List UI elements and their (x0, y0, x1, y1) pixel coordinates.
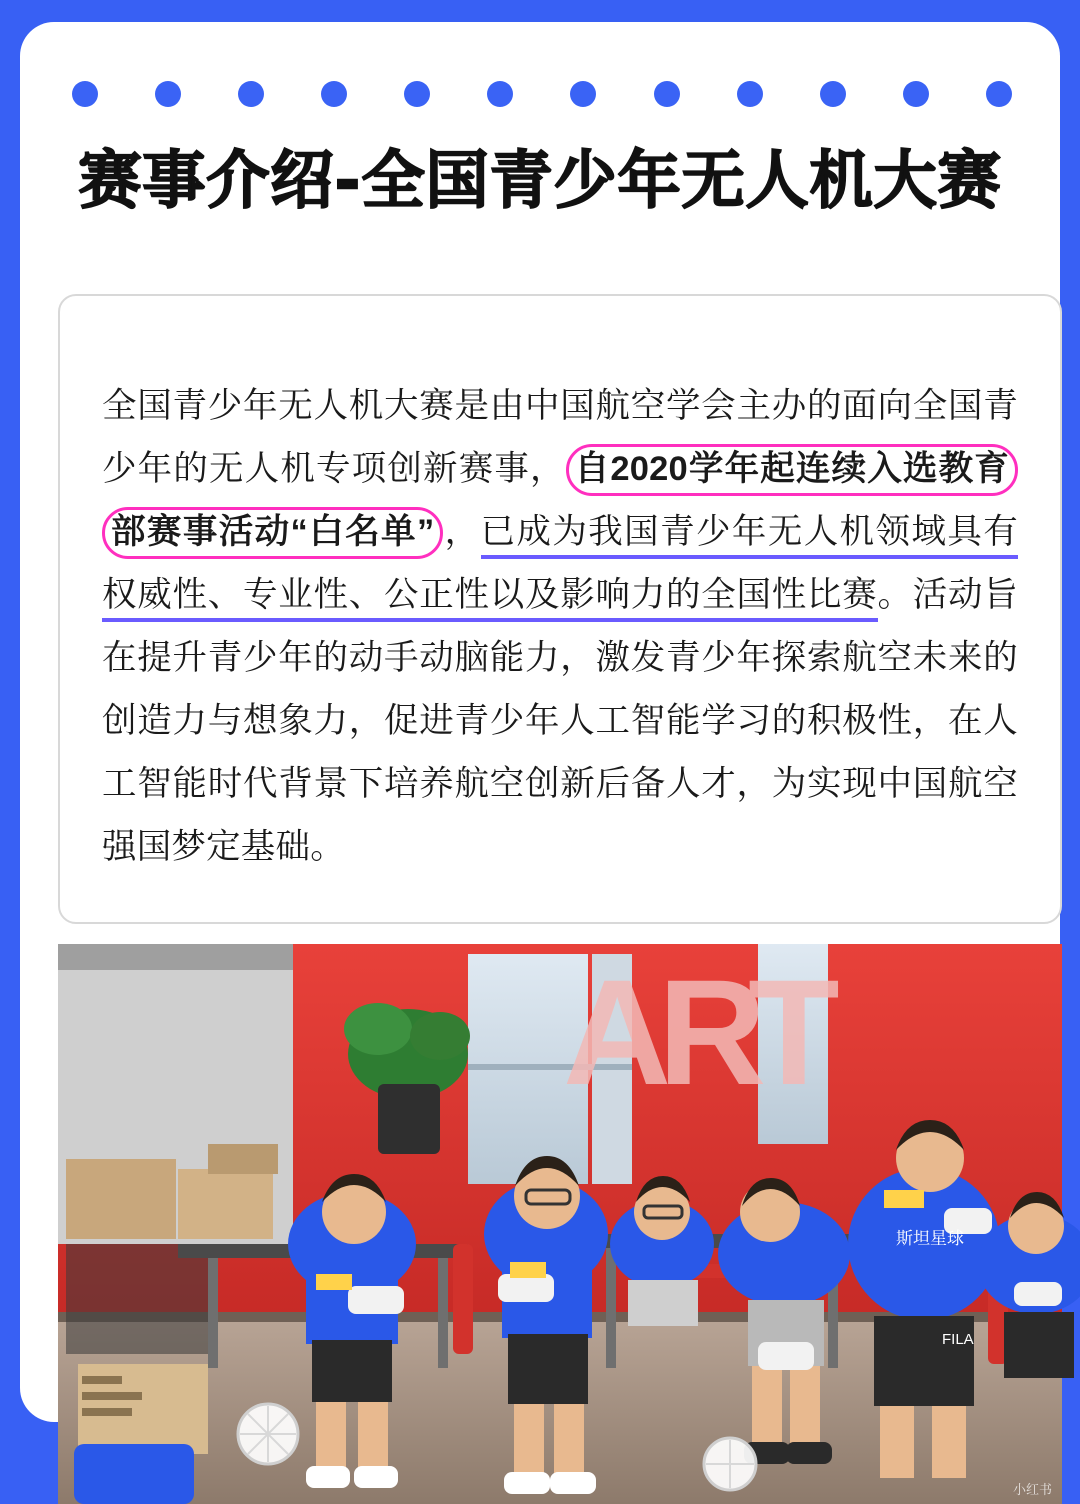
decorative-dot (72, 81, 98, 107)
decorative-dot (737, 81, 763, 107)
page-title-text: 赛事介绍-全国青少年无人机大赛 (78, 144, 1002, 217)
svg-text:FILA: FILA (942, 1331, 974, 1348)
decorative-dot (155, 81, 181, 107)
decorative-dot (487, 81, 513, 107)
text-segment-circled: 自2020学年起连续入选教育部赛事活动“白名单” (102, 444, 1018, 559)
watermark-label: 小红书 (1012, 1482, 1052, 1497)
description-box (58, 294, 1062, 924)
decorative-dot (903, 81, 929, 107)
description-paragraph (102, 375, 1018, 879)
event-photo (58, 944, 1062, 1504)
decorative-dot-row (72, 70, 1012, 118)
text-segment-underlined: 已成为我国青少年无人机领域具有权威性、专业性、公正性以及影响力的全国性比赛 (102, 513, 1018, 622)
decorative-dot (238, 81, 264, 107)
page-title (60, 142, 1020, 221)
decorative-dot (404, 81, 430, 107)
svg-text:R: R (658, 948, 767, 1116)
svg-text:T: T (748, 948, 840, 1116)
decorative-dot (986, 81, 1012, 107)
svg-text:斯坦星球: 斯坦星球 (896, 1229, 964, 1248)
decorative-dot (570, 81, 596, 107)
decorative-dot (820, 81, 846, 107)
content-card (20, 22, 1060, 1497)
text-segment-comma: ， (443, 512, 481, 551)
decorative-dot (654, 81, 680, 107)
decorative-dot (321, 81, 347, 107)
svg-text:A: A (563, 948, 672, 1116)
text-segment-plain-tail: 。活动旨在提升青少年的动手动脑能力，激发青少年探索航空未来的创造力与想象力，促进青少年人工智能学习的积极性，在人工智能时代背景下培养航空创新后备人才，为实现中国航空强国梦定基础。 (102, 575, 1018, 866)
text-segment-plain: 全国青少年无人机大赛是由中国航空学会主办的面向全国青少年的无人机专项创新赛事， (102, 386, 1018, 488)
